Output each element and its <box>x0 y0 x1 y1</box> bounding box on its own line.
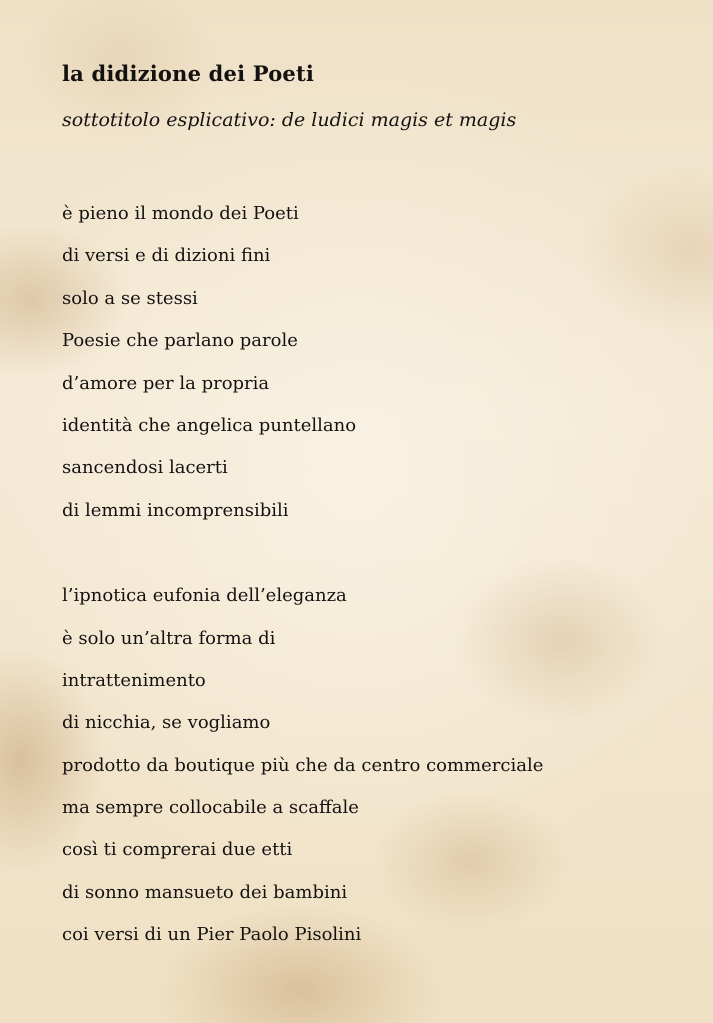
stanza-2 <box>62 575 702 957</box>
poem-line: prodotto da boutique più che da centro commerciale <box>62 754 544 776</box>
poem-line: ma sempre collocabile a scaffale <box>62 797 359 819</box>
poem-line: così ti comprerai due etti <box>62 839 293 861</box>
poem-container <box>62 58 702 957</box>
poem-line: di sonno mansueto dei bambini <box>62 881 348 903</box>
poem-line: Poesie che parlano parole <box>62 330 298 352</box>
poem-line: intrattenimento <box>62 669 206 691</box>
poem-line: di versi e di dizioni fini <box>62 245 271 267</box>
poem-line: coi versi di un Pier Paolo Pisolini <box>62 924 362 946</box>
poem-line: è pieno il mondo dei Poeti <box>62 203 299 224</box>
poem-line: identità che angelica puntellano <box>62 414 357 436</box>
poem-line: l’ipnotica eufonia dell’eleganza <box>62 585 347 607</box>
poem-line: sancendosi lacerti <box>62 457 228 479</box>
poem-line: d’amore per la propria <box>62 372 270 394</box>
poem-line: solo a se stessi <box>62 287 198 309</box>
poem-line: di lemmi incomprensibili <box>62 499 289 521</box>
poem-subtitle: sottotitolo esplicativo: de ludici magis et magis <box>62 109 517 131</box>
poem-line: è solo un’altra forma di <box>62 627 276 649</box>
stanza-1 <box>62 193 702 532</box>
poem-line: di nicchia, se vogliamo <box>62 712 271 734</box>
poem-title: la didizione dei Poeti <box>62 61 315 86</box>
